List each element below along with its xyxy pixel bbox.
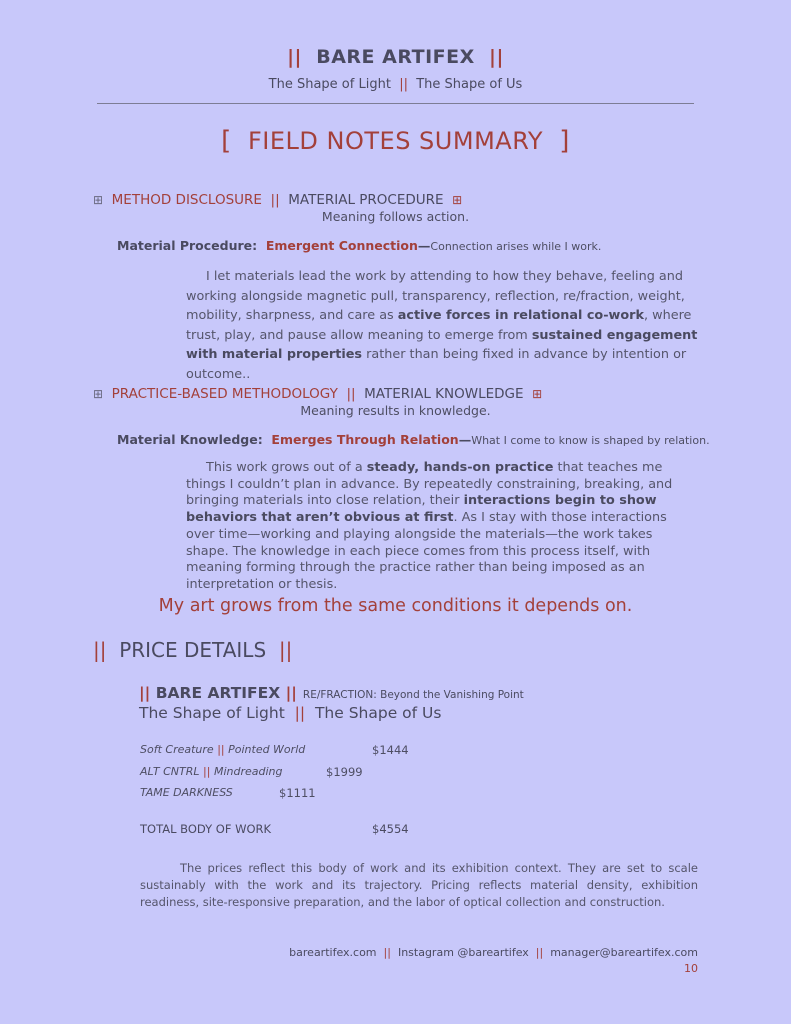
separator: || xyxy=(399,77,408,92)
tagline-right: The Shape of Us xyxy=(416,77,523,92)
price-brand-name: BARE ARTIFEX xyxy=(155,684,281,702)
pricing-note: The prices reflect this body of work and its exhibition context. They are set to scale sustainably with the work and its trajectory. Pricing reflects material density, exhibition readiness, site-responsive preparation, and the labor of optical collection and construction. xyxy=(140,861,698,909)
page-title: [ FIELD NOTES SUMMARY ] xyxy=(221,126,570,156)
art-statement: My art grows from the same conditions it depends on. xyxy=(158,596,633,616)
total-value: $4554 xyxy=(372,822,409,836)
section-subtitle: Meaning results in knowledge. xyxy=(300,403,491,418)
section-heading-left: METHOD DISCLOSURE xyxy=(111,192,262,208)
separator: || xyxy=(489,46,504,68)
material-procedure-row: Material Procedure: Emergent Connection—Connection arises while I work. xyxy=(117,238,602,253)
footer-contact: bareartifex.com || Instagram @bareartifex || manager@bareartifex.com xyxy=(289,946,698,959)
section-heading-left: PRACTICE-BASED METHODOLOGY xyxy=(111,386,338,402)
price-heading-text: PRICE DETAILS xyxy=(119,638,267,662)
page-number: 10 xyxy=(684,962,698,975)
brand-title xyxy=(0,46,791,68)
price-item-name: TAME DARKNESS xyxy=(140,786,233,799)
separator: || xyxy=(287,46,302,68)
practice-paragraph: This work grows out of a steady, hands-on practice that teaches me things I couldn’t plan in advance. By repeatedly constraining, breaking, and bringing materials into close relation, their interactions begin to show behaviors that aren’t obvious at first. As I stay with those interactions over time—working and playing alongside the materials—the work takes shape. The knowledge in each piece comes from this process itself, with meaning forming through the practice rather than being imposed as an interpretation or thesis. xyxy=(186,460,673,592)
square-plus-icon: ⊞ xyxy=(452,193,463,207)
email-link[interactable]: manager@bareartifex.com xyxy=(550,946,698,959)
row-value: Emerges Through Relation xyxy=(271,432,459,447)
price-item-value: $1999 xyxy=(326,765,363,779)
square-plus-icon: ⊞ xyxy=(532,387,543,401)
row-label: Material Knowledge: xyxy=(117,432,263,447)
price-shape-line: The Shape of Light || The Shape of Us xyxy=(139,704,442,722)
section-subtitle: Meaning follows action. xyxy=(321,209,470,224)
method-paragraph: I let materials lead the work by attending to how they behave, feeling and working alongside magnetic pull, transparency, reflection, re/fraction, weight, mobility, sharpness, and care as active forces in relational co-work, where trust, play, and pause allow meaning to emerge from sustained engagement with material properties rather than being fixed in advance by intention or outcome.. xyxy=(186,269,698,382)
section-heading-right: MATERIAL KNOWLEDGE xyxy=(364,386,524,402)
separator: || xyxy=(270,192,280,208)
price-item-value: $1444 xyxy=(372,743,409,757)
brand-tagline xyxy=(0,77,791,92)
section-heading-right: MATERIAL PROCEDURE xyxy=(288,192,444,208)
shape-left: The Shape of Light xyxy=(139,704,285,722)
price-details-heading: || PRICE DETAILS || xyxy=(93,638,293,662)
separator: || xyxy=(346,386,356,402)
instagram-link[interactable]: Instagram @bareartifex xyxy=(397,946,529,959)
row-label: Material Procedure: xyxy=(117,238,258,253)
material-knowledge-row: Material Knowledge: Emerges Through Relation—What I come to know is shaped by relation. xyxy=(117,432,710,447)
price-item-name: Soft Creature || Pointed World xyxy=(140,743,306,756)
price-brand: || BARE ARTIFEX || RE/FRACTION: Beyond the Vanishing Point xyxy=(139,684,524,702)
section-heading-practice xyxy=(93,386,542,402)
price-item-name: ALT CNTRL || Mindreading xyxy=(140,765,283,778)
price-item-value: $1111 xyxy=(279,786,316,800)
square-plus-icon: ⊞ xyxy=(93,193,104,207)
tagline-left: The Shape of Light xyxy=(268,77,391,92)
website-link[interactable]: bareartifex.com xyxy=(289,946,377,959)
exhibition-name: RE/FRACTION: Beyond the Vanishing Point xyxy=(302,689,524,701)
brand-name: BARE ARTIFEX xyxy=(316,46,475,68)
total-label: TOTAL BODY OF WORK xyxy=(140,822,272,836)
section-heading-method xyxy=(93,192,462,208)
header-divider xyxy=(97,103,694,104)
row-value: Emergent Connection xyxy=(265,238,418,253)
square-plus-icon: ⊞ xyxy=(93,387,104,401)
row-note: What I come to know is shaped by relation. xyxy=(471,434,710,447)
page-title-text: FIELD NOTES SUMMARY xyxy=(248,127,543,155)
shape-right: The Shape of Us xyxy=(314,704,442,722)
row-note: Connection arises while I work. xyxy=(430,240,602,253)
